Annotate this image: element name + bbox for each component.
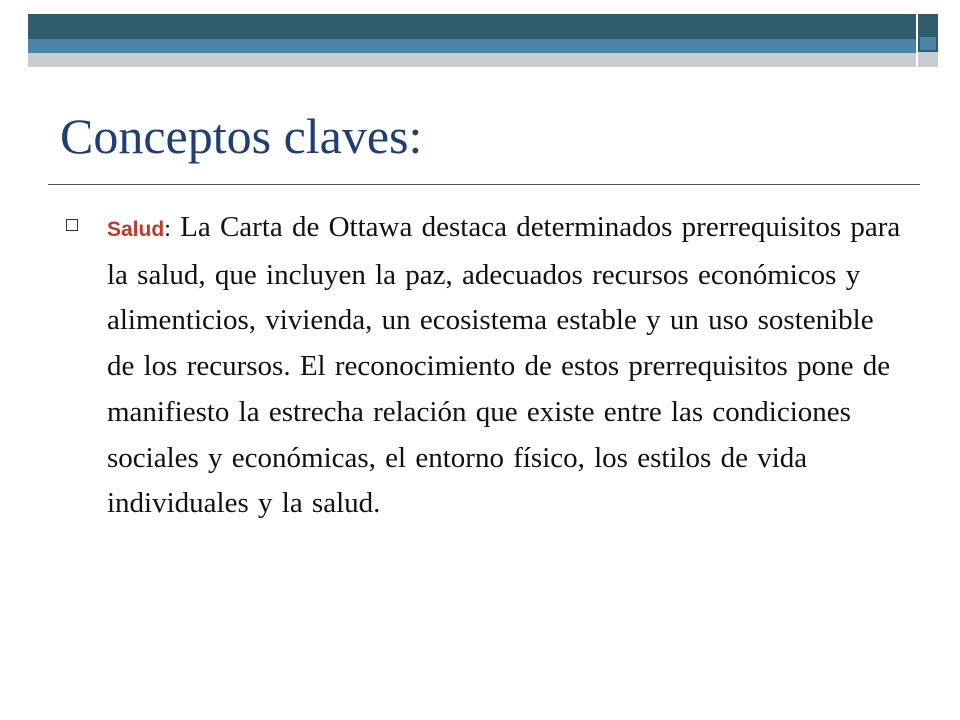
header-band-white (0, 0, 960, 14)
bullet-paragraph (107, 205, 907, 527)
header-decoration-bar (0, 0, 960, 67)
header-band-dark (28, 14, 916, 39)
slide-title: Conceptos claves: (60, 108, 423, 164)
corner-box-dark (920, 16, 936, 37)
header-band-gray (28, 53, 916, 67)
bullet-term: Salud (107, 218, 165, 241)
title-divider (48, 184, 920, 185)
square-bullet-icon (66, 219, 78, 231)
term-separator: : (164, 216, 171, 242)
corner-box-blue (920, 37, 936, 50)
header-band-blue (28, 39, 916, 53)
corner-box-gray (918, 52, 938, 67)
bullet-body-text: La Carta de Ottawa destaca determinados prerrequisitos para la salud, que incluyen la paz, adecuados recursos económicos y alimenticios, vivienda, un ecosistema estable y un uso sostenible de los recursos. El reconocimiento de estos prerrequisitos pone de manifiesto la estrecha relación que existe entre las condiciones sociales y económicas, el entorno físico, los estilos de vida individuales y la salud. (107, 211, 901, 520)
